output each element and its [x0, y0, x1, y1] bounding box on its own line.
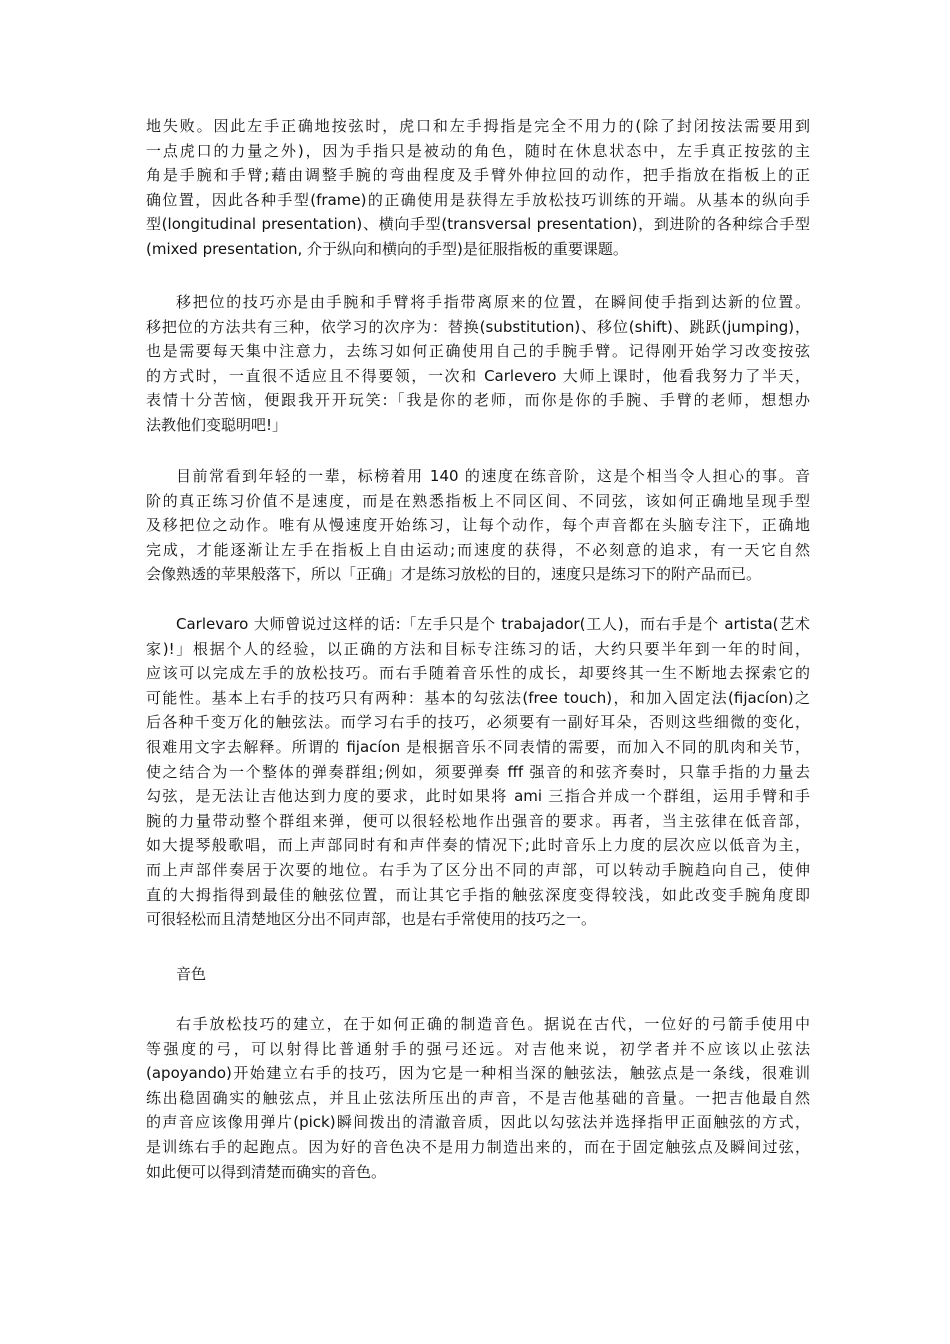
- section-heading-tone: [146, 962, 810, 987]
- text-line: 应该可以完成左手的放松技巧。而右手随着音乐性的成长，却要终其一生不断地去探索它的: [146, 664, 810, 683]
- text-line: 而上声部伴奏居于次要的地位。右手为了区分出不同的声部，可以转动手腕趋向自己，使伸: [146, 860, 810, 879]
- text-line: 很难用文字去解释。所谓的 fijacíon 是根据音乐不同表情的需要，而加入不同的肌肉和关节，: [146, 737, 810, 756]
- paragraph-position-shifting: [146, 290, 810, 438]
- text-line: 勾弦，是无法让吉他达到力度的要求，此时如果将 ami 三指合并成一个群组，运用手臂和手: [146, 787, 810, 806]
- text-line: 可很轻松而且清楚地区分出不同声部，也是右手常使用的技巧之一。: [146, 910, 597, 929]
- text-line: Carlevaro 大师曾说过这样的话:「左手只是个 trabajador(工人)，而右手是个 artista(艺术: [176, 615, 810, 633]
- text-line: 移把位的方法共有三种，依学习的次序为：替换(substitution)、移位(shift)、跳跃(jumping)，: [146, 317, 810, 336]
- paragraph-right-hand-technique: [146, 612, 810, 932]
- text-line: 是训练右手的起跑点。因为好的音色决不是用力制造出来的，而在于固定触弦点及瞬间过弦，: [146, 1137, 810, 1156]
- paragraph-tone-production: [146, 1012, 810, 1184]
- text-line: 的方式时，一直很不适应且不得要领，一次和 Carlevero 大师上课时，他看我努力了半天，: [146, 366, 810, 385]
- text-line: 右手放松技巧的建立，在于如何正确的制造音色。据说在古代，一位好的弓箭手使用中: [176, 1015, 810, 1033]
- text-line: (apoyando)开始建立右手的技巧，因为它是一种相当深的触弦法，触弦点是一条线，很难训: [146, 1064, 810, 1083]
- text-line: 地失败。因此左手正确地按弦时，虎口和左手拇指是完全不用力的(除了封闭按法需要用到: [146, 117, 810, 135]
- text-line: 一点虎口的力量之外)，因为手指只是被动的角色，随时在休息状态中，左手真正按弦的主: [146, 141, 810, 160]
- text-line: 等强度的弓，可以射得比普通射手的强弓还远。对吉他来说，初学者并不应该以止弦法: [146, 1039, 810, 1058]
- text-line: 后各种千变万化的触弦法。而学习右手的技巧，必须要有一副好耳朵，否则这些细微的变化，: [146, 713, 810, 732]
- text-line: 会像熟透的苹果般落下，所以「正确」才是练习放松的目的，速度只是练习下的附产品而已。: [146, 565, 762, 584]
- text-line: 表情十分苦恼，便跟我开开玩笑:「我是你的老师，而你是你的手腕、手臂的老师，想想办: [146, 391, 810, 410]
- text-line: 型(longitudinal presentation)、横向手型(transversal presentation)，到进阶的各种综合手型: [146, 215, 810, 234]
- text-line: 也是需要每天集中注意力，去练习如何正确使用自己的手腕手臂。记得刚开始学习改变按弦: [146, 342, 810, 361]
- text-line: 确位置，因此各种手型(frame)的正确使用是获得左手放松技巧训练的开端。从基本的纵向手: [146, 190, 810, 209]
- text-line: 及移把位之动作。唯有从慢速度开始练习，让每个动作，每个声音都在头脑专注下，正确地: [146, 516, 810, 535]
- heading-text: 音色: [176, 965, 207, 983]
- text-line: 法教他们变聪明吧!」: [146, 415, 288, 434]
- text-line: 使之结合为一个整体的弹奏群组;例如，须要弹奏 fff 强音的和弦齐奏时，只靠手指的力量去: [146, 762, 810, 781]
- text-line: 如大提琴般歌唱，而上声部同时有和声伴奏的情况下;此时音乐上力度的层次应以低音为主，: [146, 836, 810, 855]
- text-line: 家)!」根据个人的经验，以正确的方法和目标专注练习的话，大约只要半年到一年的时间，: [146, 639, 810, 658]
- text-line: 阶的真正练习价值不是速度，而是在熟悉指板上不同区间、不同弦，该如何正确地呈现手型: [146, 491, 810, 510]
- text-line: 练出稳固确实的触弦点，并且止弦法所压出的声音，不是吉他基础的音量。一把吉他最自然: [146, 1088, 810, 1107]
- text-line: 直的大拇指得到最佳的触弦位置，而让其它手指的触弦深度变得较浅，如此改变手腕角度即: [146, 885, 810, 904]
- text-line: 完成，才能逐渐让左手在指板上自由运动;而速度的获得，不必刻意的追求，有一天它自然: [146, 540, 810, 559]
- text-line: 腕的力量带动整个群组来弹，便可以很轻松地作出强音的要求。再者，当主弦律在低音部，: [146, 811, 810, 830]
- text-line: 的声音应该像用弹片(pick)瞬间拨出的清澈音质，因此以勾弦法并选择指甲正面触弦的方式，: [146, 1113, 810, 1132]
- text-line: 移把位的技巧亦是由手腕和手臂将手指带离原来的位置，在瞬间使手指到达新的位置。: [176, 293, 810, 311]
- text-line: 目前常看到年轻的一辈，标榜着用 140 的速度在练音阶，这是个相当令人担心的事。音: [176, 467, 810, 485]
- paragraph-left-hand-frames: [146, 114, 810, 262]
- text-line: 可能性。基本上右手的技巧只有两种：基本的勾弦法(free touch)，和加入固定法(fijacíon)之: [146, 688, 810, 707]
- paragraph-scale-speed: [146, 464, 810, 587]
- text-line: (mixed presentation, 介于纵向和横向的手型)是征服指板的重要课题。: [146, 239, 628, 258]
- text-line: 如此便可以得到清楚而确实的音色。: [146, 1162, 387, 1181]
- text-line: 角是手腕和手臂;藉由调整手腕的弯曲程度及手臂外伸拉回的动作，把手指放在指板上的正: [146, 166, 810, 185]
